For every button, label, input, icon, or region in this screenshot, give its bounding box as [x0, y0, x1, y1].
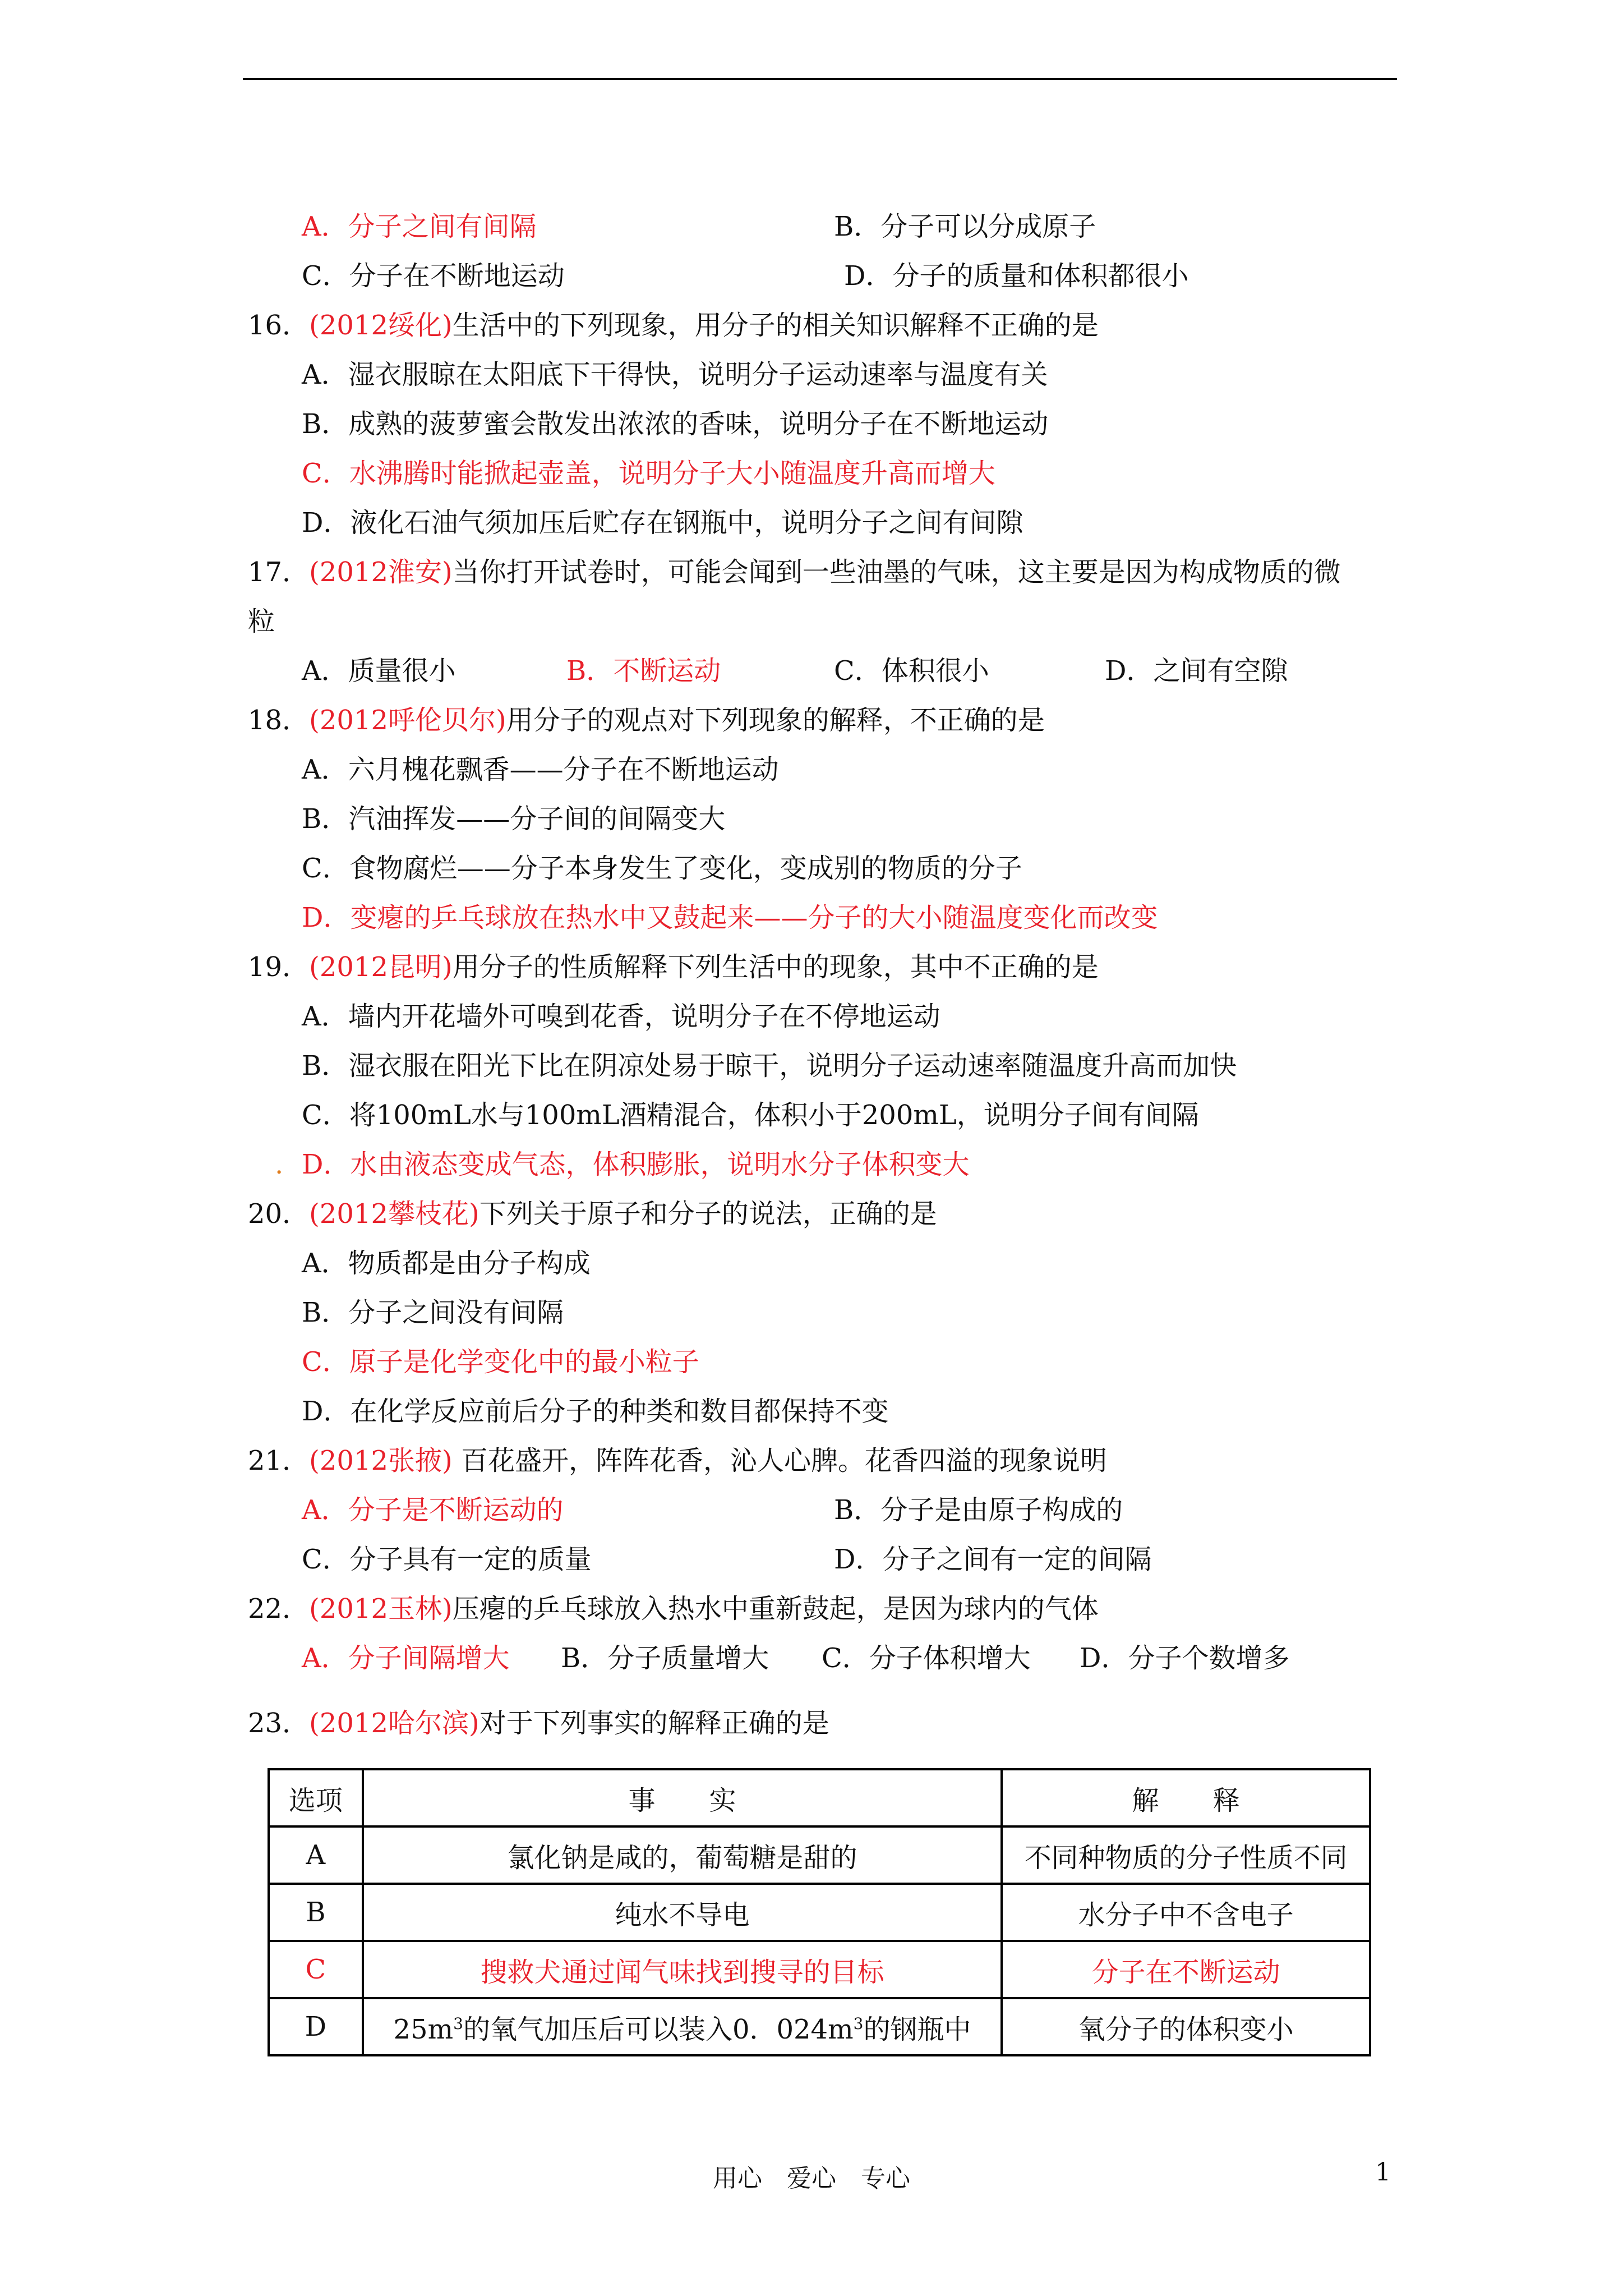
q23-source: (2012哈尔滨) — [309, 1708, 479, 1739]
q22-question: 压瘪的乒乓球放入热水中重新鼓起，是因为球内的气体 — [452, 1593, 1099, 1625]
table-row-answer — [269, 1941, 1370, 1998]
q21-option-a: A．分子是不断运动的 — [302, 1494, 564, 1526]
q22-option-b: B．分子质量增大 — [561, 1642, 769, 1674]
row-fact: 搜救犬通过闻气味找到搜寻的目标 — [363, 1941, 1002, 1998]
fact-superscript: 3 — [453, 2014, 463, 2033]
q17-stem-continued: 粒 — [248, 606, 275, 637]
q21-option-b: B．分子是由原子构成的 — [834, 1494, 1123, 1526]
q16-option-d: D．液化石油气须加压后贮存在钢瓶中，说明分子之间有间隙 — [302, 507, 1023, 539]
q17-option-d: D．之间有空隙 — [1105, 655, 1288, 687]
q17-option-a: A．质量很小 — [302, 655, 456, 687]
q18-question: 用分子的观点对下列现象的解释，不正确的是 — [506, 705, 1045, 736]
q21-option-c: C．分子具有一定的质量 — [302, 1544, 592, 1575]
q18-source: (2012呼伦贝尔) — [309, 705, 506, 736]
q18-option-b: B．汽油挥发——分子间的间隔变大 — [302, 803, 726, 835]
q18-stem — [248, 702, 1045, 738]
q22-option-c: C．分子体积增大 — [822, 1642, 1031, 1674]
row-option: A — [269, 1826, 363, 1884]
q20-option-c: C．原子是化学变化中的最小粒子 — [302, 1346, 699, 1378]
q16-option-b: B．成熟的菠萝蜜会散发出浓浓的香味，说明分子在不断地运动 — [302, 408, 1049, 440]
q17-question: 当你打开试卷时，可能会闻到一些油墨的气味，这主要是因为构成物质的微 — [452, 556, 1341, 588]
header-option: 选项 — [269, 1769, 363, 1826]
q19-marker-dot: . — [275, 1149, 284, 1180]
q20-number: 20． — [248, 1198, 310, 1230]
page-number: 1 — [1375, 2158, 1391, 2187]
q19-option-a: A．墙内开花墙外可嗅到花香，说明分子在不停地运动 — [302, 1001, 940, 1032]
q18-option-c: C．食物腐烂——分子本身发生了变化，变成别的物质的分子 — [302, 853, 1022, 884]
row-fact — [363, 1998, 1002, 2055]
header-fact: 事 实 — [363, 1769, 1002, 1826]
table-row — [269, 1998, 1370, 2055]
table-row — [269, 1884, 1370, 1941]
q16-number: 16． — [248, 310, 310, 341]
q19-source: (2012昆明) — [309, 951, 453, 983]
header-rule — [243, 78, 1397, 80]
q20-stem — [248, 1196, 937, 1232]
q17-option-c: C．体积很小 — [834, 655, 989, 687]
row-option: D — [269, 1998, 363, 2055]
row-explanation: 不同种物质的分子性质不同 — [1002, 1826, 1370, 1884]
facts-table — [268, 1768, 1371, 2056]
fact-volume: 25m — [393, 2013, 454, 2045]
q17-option-b: B．不断运动 — [566, 655, 721, 687]
q15-option-b: B．分子可以分成原子 — [834, 211, 1096, 242]
table-header-row — [269, 1769, 1370, 1826]
q21-question: 百花盛开，阵阵花香，沁人心脾。花香四溢的现象说明 — [452, 1445, 1107, 1476]
q22-number: 22． — [248, 1593, 310, 1625]
row-explanation: 水分子中不含电子 — [1002, 1884, 1370, 1941]
q15-option-d: D．分子的质量和体积都很小 — [844, 260, 1189, 292]
q18-number: 18． — [248, 705, 310, 736]
q20-option-b: B．分子之间没有间隔 — [302, 1297, 564, 1328]
q18-option-d: D．变瘪的乒乓球放在热水中又鼓起来——分子的大小随温度变化而改变 — [302, 902, 1158, 933]
fact-middle: 的氧气加压后可以装入0．024m — [463, 2013, 854, 2045]
q21-number: 21． — [248, 1445, 310, 1476]
q16-question: 生活中的下列现象，用分子的相关知识解释不正确的是 — [452, 310, 1099, 341]
row-fact: 纯水不导电 — [363, 1884, 1002, 1941]
q20-option-d: D．在化学反应前后分子的种类和数目都保持不变 — [302, 1396, 889, 1427]
q16-stem — [248, 307, 1099, 343]
row-explanation: 分子在不断运动 — [1002, 1941, 1370, 1998]
q23-question: 对于下列事实的解释正确的是 — [479, 1708, 829, 1739]
q17-stem — [248, 554, 1341, 590]
q22-option-a: A．分子间隔增大 — [302, 1642, 510, 1674]
row-option: C — [269, 1941, 363, 1998]
header-explanation: 解 释 — [1002, 1769, 1370, 1826]
q18-option-a: A．六月槐花飘香——分子在不断地运动 — [302, 754, 779, 785]
q20-option-a: A．物质都是由分子构成 — [302, 1248, 591, 1279]
q20-question: 下列关于原子和分子的说法，正确的是 — [479, 1198, 937, 1230]
q15-option-a: A．分子之间有间隔 — [302, 211, 537, 242]
fact-tail: 的钢瓶中 — [863, 2013, 971, 2045]
q21-source: (2012张掖) — [309, 1445, 453, 1476]
q16-option-a: A．湿衣服晾在太阳底下干得快，说明分子运动速率与温度有关 — [302, 359, 1048, 390]
q16-option-c: C．水沸腾时能掀起壶盖，说明分子大小随温度升高而增大 — [302, 458, 995, 489]
row-fact: 氯化钠是咸的，葡萄糖是甜的 — [363, 1826, 1002, 1884]
q17-source: (2012淮安) — [309, 556, 453, 588]
q21-option-d: D．分子之间有一定的间隔 — [834, 1544, 1152, 1575]
q17-number: 17． — [248, 556, 310, 588]
q19-option-b: B．湿衣服在阳光下比在阴凉处易于晾干，说明分子运动速率随温度升高而加快 — [302, 1050, 1237, 1082]
q19-option-c: C．将100mL水与100mL酒精混合，体积小于200mL，说明分子间有间隔 — [302, 1099, 1199, 1131]
row-option: B — [269, 1884, 363, 1941]
q23-number: 23． — [248, 1708, 310, 1739]
q19-question: 用分子的性质解释下列生活中的现象，其中不正确的是 — [452, 951, 1099, 983]
q19-option-d: D．水由液态变成气态，体积膨胀，说明水分子体积变大 — [302, 1149, 970, 1180]
footer-motto: 用心 爱心 专心 — [713, 2164, 910, 2193]
row-explanation: 氧分子的体积变小 — [1002, 1998, 1370, 2055]
table-row — [269, 1826, 1370, 1884]
q15-option-c: C．分子在不断地运动 — [302, 260, 565, 292]
q23-stem — [248, 1705, 829, 1741]
q19-stem — [248, 949, 1099, 985]
q19-number: 19． — [248, 951, 310, 983]
q22-stem — [248, 1591, 1099, 1627]
fact-superscript: 3 — [853, 2014, 864, 2033]
q16-source: (2012绥化) — [309, 310, 453, 341]
q22-option-d: D．分子个数增多 — [1080, 1642, 1290, 1674]
q20-source: (2012攀枝花) — [309, 1198, 479, 1230]
q21-stem — [248, 1443, 1107, 1479]
q22-source: (2012玉林) — [309, 1593, 453, 1625]
